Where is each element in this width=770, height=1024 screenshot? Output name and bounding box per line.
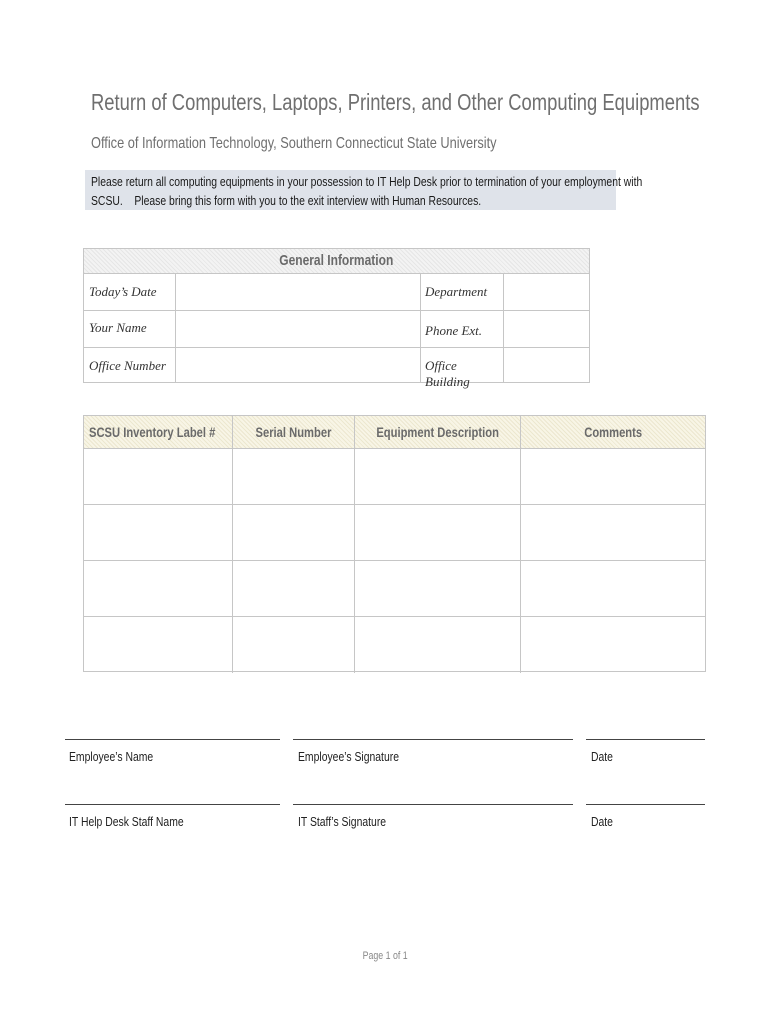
general-info-row [84,348,589,389]
comments-cell[interactable] [521,449,705,504]
staff-date-label: Date [591,814,613,829]
instructions-line-2: SCSU. Please bring this form with you to the exit interview with Human Resources. [91,193,482,208]
serial-number-cell[interactable] [233,505,355,560]
employee-date-line[interactable] [586,739,705,740]
inventory-row [84,505,705,561]
instructions-box [85,170,643,210]
employee-date-label: Date [591,749,613,764]
comments-header: Comments [584,424,642,440]
general-info-row [84,311,589,348]
instructions-line-1: Please return all computing equipments in your possession to IT Help Desk prior to termination of your employment with [91,174,643,189]
serial-number-cell[interactable] [233,617,355,673]
inventory-row [84,561,705,617]
office-building-label: Office Building [425,358,470,389]
form-subtitle: Office of Information Technology, Southern Connecticut State University [91,135,497,152]
serial-number-cell[interactable] [233,449,355,504]
inventory-row [84,617,705,673]
department-field[interactable] [504,274,589,310]
equipment-description-cell[interactable] [355,617,521,673]
serial-number-cell[interactable] [233,561,355,616]
inventory-label-cell[interactable] [84,617,233,673]
serial-number-header: Serial Number [255,424,332,440]
general-info-row [84,274,589,311]
staff-name-label: IT Help Desk Staff Name [69,814,184,829]
phone-ext-field[interactable] [504,311,589,347]
inventory-header-row [84,416,705,449]
staff-signature-label: IT Staff’s Signature [298,814,387,829]
employee-name-label: Employee’s Name [69,749,154,764]
inventory-label-cell[interactable] [84,561,233,616]
comments-cell[interactable] [521,617,705,673]
form-title: Return of Computers, Laptops, Printers, and Other Computing Equipments [91,89,700,115]
staff-signature-line[interactable] [293,804,573,805]
employee-signature-line[interactable] [293,739,573,740]
general-information-header: General Information [84,249,589,274]
office-number-label: Office Number [89,358,166,373]
inventory-label-cell[interactable] [84,505,233,560]
staff-date-line[interactable] [586,804,705,805]
employee-signature-label: Employee’s Signature [298,749,399,764]
todays-date-label: Today’s Date [89,284,157,299]
inventory-label-cell[interactable] [84,449,233,504]
staff-name-line[interactable] [65,804,280,805]
page-number: Page 1 of 1 [362,950,408,962]
office-number-field[interactable] [176,348,421,382]
department-label: Department [425,284,488,299]
inventory-label-header: SCSU Inventory Label # [89,424,216,440]
your-name-field[interactable] [176,311,421,347]
your-name-label: Your Name [89,320,147,335]
comments-cell[interactable] [521,561,705,616]
equipment-description-cell[interactable] [355,505,521,560]
office-building-field[interactable] [504,348,589,382]
equipment-description-header: Equipment Description [376,424,499,440]
employee-name-line[interactable] [65,739,280,740]
equipment-description-cell[interactable] [355,449,521,504]
comments-cell[interactable] [521,505,705,560]
inventory-row [84,449,705,505]
equipment-inventory-table [83,415,706,672]
general-information-table [83,248,590,389]
phone-ext-label: Phone Ext. [425,323,483,338]
todays-date-field[interactable] [176,274,421,310]
equipment-description-cell[interactable] [355,561,521,616]
